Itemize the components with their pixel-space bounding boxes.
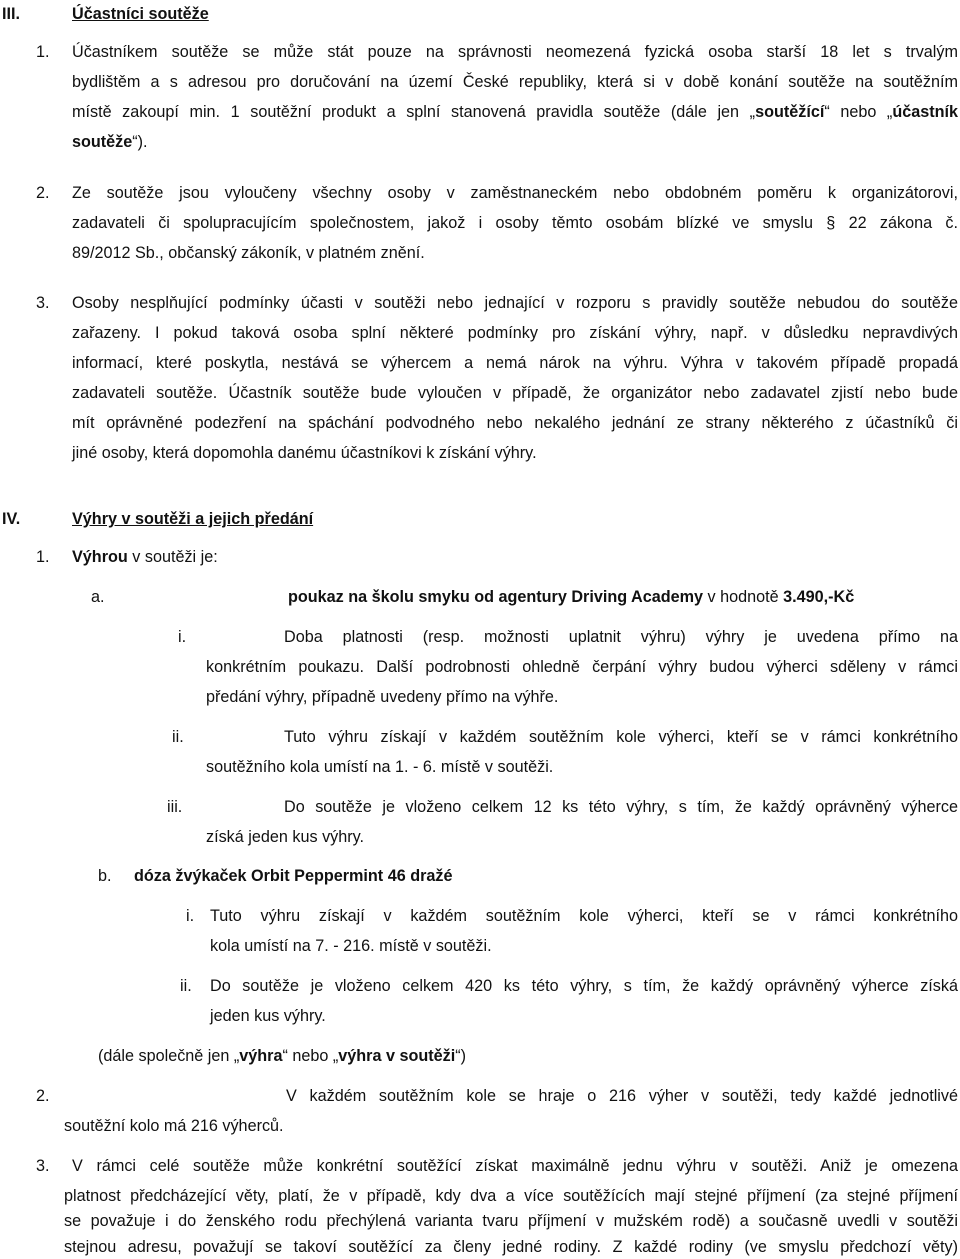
section-3-item-2-line-2: zadavateli či spolupracujícím společnostem, jakož i osoby těmto osobám blízké ve smyslu § 22 zákona č.	[72, 214, 958, 232]
prize-a-ii-line-1: Tuto výhru získají v každém soutěžním kole výherci, kteří se v rámci konkrétního	[284, 728, 958, 746]
section-4-item-2-line-2: soutěžní kolo má 216 výherců.	[64, 1117, 284, 1135]
prize-a-i-line-1: Doba platnosti (resp. možnosti uplatnit výhru) výhry je uvedena přímo na	[284, 628, 958, 646]
prize-b-letter: b.	[98, 867, 112, 885]
section-3-item-1-line-4: soutěže“).	[72, 133, 148, 151]
prize-a-i-number: i.	[178, 628, 187, 646]
section-4-item-2-line-1: V každém soutěžním kole se hraje o 216 výher v soutěži, tedy každé jednotlivé	[286, 1087, 958, 1105]
section-4-item-3-line-2: platnost předcházející věty, platí, že v případě, kdy dva a více soutěžících mají stejné příjmení (za stejné příjmení	[64, 1187, 958, 1205]
section-3-item-1-line-3: místě zakoupí min. 1 soutěžní produkt a splní stanovená pravidla soutěže (dále jen „soutěžící“ nebo „účastník	[72, 103, 958, 121]
section-3-item-3-number: 3.	[36, 294, 50, 312]
prize-a-ii-line-2: soutěžního kola umístí na 1. - 6. místě v soutěži.	[206, 758, 554, 776]
section-4-item-3-line-4: stejnou adresu, považují se takoví soutěžící za členy jedné rodiny. Z každé rodiny (ve smyslu předchozí věty)	[64, 1238, 958, 1256]
section-3-item-2-line-1: Ze soutěže jsou vyloučeny všechny osoby v zaměstnaneckém nebo obdobném poměru k organizátorovi,	[72, 184, 958, 202]
section-3-item-1-line-1: Účastníkem soutěže se může stát pouze na správnosti neomezená fyzická osoba starší 18 let s trvalým	[72, 43, 958, 61]
prize-a-letter: a.	[91, 588, 105, 606]
section-3-item-3-line-6: jiné osoby, která dopomohla danému účastníkovi k získání výhry.	[72, 444, 537, 462]
section-3-item-1-line-2: bydlištěm a s adresou pro doručování na území České republiky, která si v době konání soutěže na soutěžním	[72, 73, 958, 91]
section-4-numeral: IV.	[2, 510, 21, 528]
prize-summary: (dále společně jen „výhra“ nebo „výhra v soutěži“)	[98, 1047, 467, 1065]
section-3-item-3-line-3: informací, které poskytla, nestává se výhercem a nemá nárok na výhru. Výhra v takovém případě propadá	[72, 354, 958, 372]
prize-a-i-line-3: předání výhry, případně uvedeny přímo na výhře.	[206, 688, 559, 706]
prize-a-iii-number: iii.	[167, 798, 183, 816]
prize-a-iii-line-2: získá jeden kus výhry.	[206, 828, 365, 846]
prize-a-i-line-2: konkrétním poukazu. Další podrobnosti ohledně čerpání výhry budou výherci sděleny v rámci	[206, 658, 958, 676]
prize-b-ii-line-2: jeden kus výhry.	[210, 1007, 326, 1025]
prize-b-title: dóza žvýkaček Orbit Peppermint 46 dražé	[134, 867, 453, 885]
prize-b-i-line-2: kola umístí na 7. - 216. místě v soutěži.	[210, 937, 492, 955]
section-4-item-1-number: 1.	[36, 548, 50, 566]
prize-a-ii-number: ii.	[172, 728, 184, 746]
section-4-heading: Výhry v soutěži a jejich předání	[72, 510, 314, 528]
prize-b-ii-number: ii.	[180, 977, 192, 995]
section-3-item-3-line-5: mít oprávněné podezření na spáchání podvodného nebo nekalého jednání ze strany některého z účastníků či	[72, 414, 958, 432]
prize-a-iii-line-1: Do soutěže je vloženo celkem 12 ks této výhry, s tím, že každý oprávněný výherce	[284, 798, 958, 816]
section-3-item-2-number: 2.	[36, 184, 50, 202]
prize-b-ii-line-1: Do soutěže je vloženo celkem 420 ks této výhry, s tím, že každý oprávněný výherce získá	[210, 977, 958, 995]
section-4-item-2-number: 2.	[36, 1087, 50, 1105]
section-3-item-1-number: 1.	[36, 43, 50, 61]
section-4-item-1-lead: Výhrou v soutěži je:	[72, 548, 218, 566]
section-3-item-3-line-4: zadavateli soutěže. Účastník soutěže bude vyloučen v případě, že organizátor nebo zadavatel zjistí nebo bude	[72, 384, 958, 402]
prize-a-title: poukaz na školu smyku od agentury Driving Academy v hodnotě 3.490,-Kč	[288, 588, 855, 606]
section-3-numeral: III.	[2, 5, 20, 23]
section-4-item-3-line-3: se považuje i do ženského rodu přechýlená varianta tvaru příjmení v mužském rodě) a současně uvedli v soutěži	[64, 1212, 958, 1230]
prize-b-i-number: i.	[186, 907, 195, 925]
section-3-item-2-line-3: 89/2012 Sb., občanský zákoník, v platném znění.	[72, 244, 425, 262]
section-3-item-3-line-1: Osoby nesplňující podmínky účasti v soutěži nebo jednající v rozporu s pravidly soutěže nebudou do soutěže	[72, 294, 958, 312]
section-4-item-3-line-1: V rámci celé soutěže může konkrétní soutěžící získat maximálně jednu výhru v soutěži. Aniž je omezena	[72, 1157, 958, 1175]
section-3-item-3-line-2: zařazeny. I pokud taková osoba splní některé podmínky pro získání výhry, např. v důsledku nepravdivých	[72, 324, 958, 342]
section-4-item-3-number: 3.	[36, 1157, 50, 1175]
prize-b-i-line-1: Tuto výhru získají v každém soutěžním kole výherci, kteří se v rámci konkrétního	[210, 907, 958, 925]
section-3-heading: Účastníci soutěže	[72, 5, 209, 23]
